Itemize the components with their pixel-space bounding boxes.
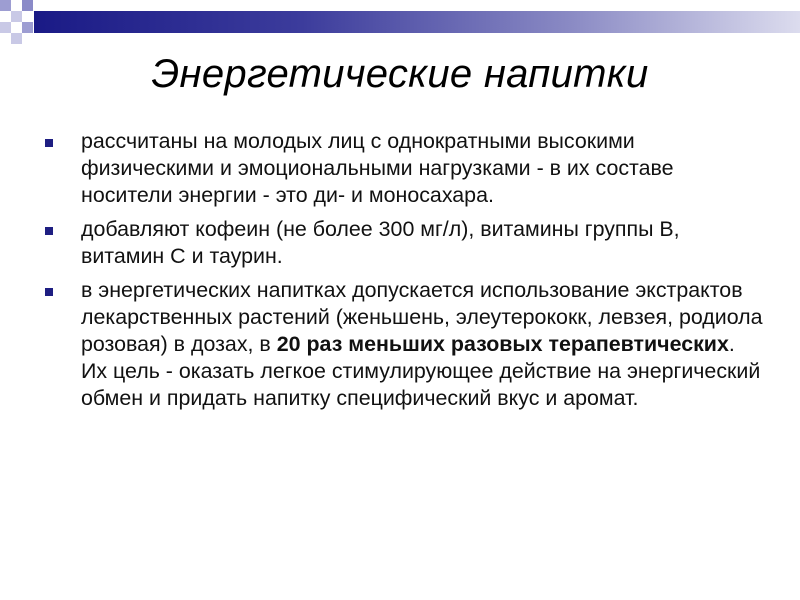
square-bullet-icon — [45, 139, 53, 147]
slide-title: Энергетические напитки — [151, 52, 649, 96]
bullet-item — [43, 277, 763, 412]
decor-square — [22, 0, 33, 11]
square-bullet-icon — [45, 288, 53, 296]
bullet-text — [81, 129, 674, 207]
decor-square — [11, 11, 22, 22]
bullet-text — [81, 278, 763, 410]
bullet-text-part: в энергетических напитках допускается использование экстрактов лекарственных растений (женьшень, элеутерококк, левзея, родиола розовая) в дозах, в — [81, 278, 763, 356]
bullet-text-bold: 20 раз меньших разовых терапевтических — [276, 332, 729, 356]
bullet-list — [43, 128, 763, 419]
decor-square — [11, 33, 22, 44]
bullet-item — [43, 128, 763, 209]
bullet-text-part: . Их цель - оказать легкое стимулирующее действие на энергический обмен и придать напитку специфический вкус и аромат. — [81, 332, 761, 410]
decor-square — [0, 0, 11, 11]
bullet-text — [81, 217, 680, 268]
bullet-item — [43, 216, 763, 270]
bullet-text-part: добавляют кофеин (не более 300 мг/л), витамины группы В, витамин С и таурин. — [81, 217, 680, 268]
header-gradient-bar — [34, 11, 800, 33]
decor-square — [0, 22, 11, 33]
square-bullet-icon — [45, 227, 53, 235]
decor-square — [22, 22, 33, 33]
bullet-text-part: рассчитаны на молодых лиц с однократными высокими физическими и эмоциональными нагрузками - в их составе носители энергии - это ди- и моносахара. — [81, 129, 674, 207]
